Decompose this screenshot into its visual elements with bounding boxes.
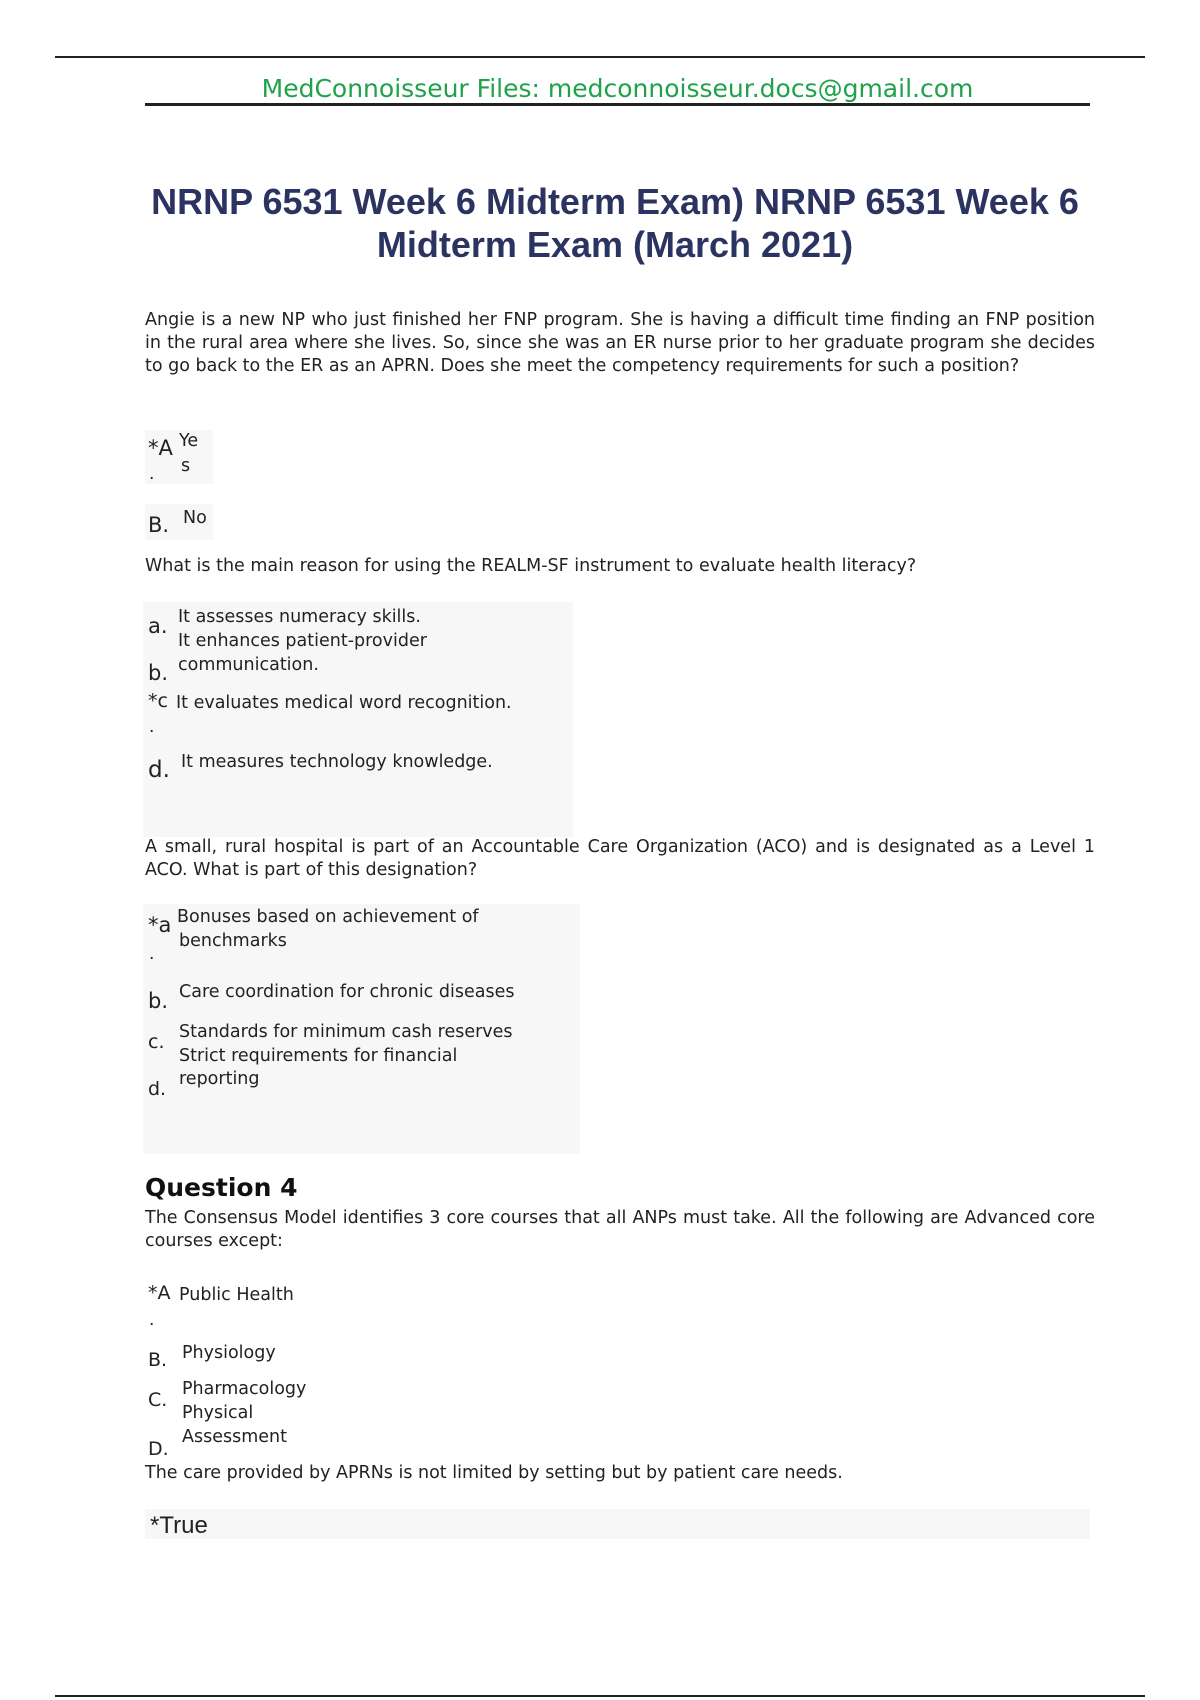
q4-option-d-text-line2: Assessment <box>182 1427 287 1447</box>
question-4-text: The Consensus Model identifies 3 core courses that all ANPs must take. All the following are Advanced core courses except: <box>145 1208 1095 1251</box>
q3-option-c-letter: c. <box>148 1031 165 1053</box>
page-title: NRNP 6531 Week 6 Midterm Exam) NRNP 6531 Week 6 Midterm Exam (March 2021) <box>151 181 1079 265</box>
q1-option-a-text-line2: s <box>181 456 191 476</box>
q2-option-d-text: It measures technology knowledge. <box>181 752 493 772</box>
q1-option-b-text: No <box>183 508 207 528</box>
q3-option-d-text-line2: reporting <box>179 1069 260 1089</box>
q3-option-a-dot: . <box>149 944 155 964</box>
q3-option-a-text: Bonuses based on achievement of <box>177 907 479 927</box>
q2-option-b-letter: b. <box>148 661 169 685</box>
q2-option-c-letter: *c <box>148 690 168 712</box>
q4-option-b-letter: B. <box>148 1349 168 1371</box>
question-3-text: A small, rural hospital is part of an Accountable Care Organization (ACO) and is designated as a Level 1 ACO. What is part of this designation? <box>145 837 1095 880</box>
q1-option-a-letter: *A <box>148 436 173 460</box>
q4-option-d-text: Physical <box>182 1403 254 1423</box>
q1-option-a-text: Ye <box>179 431 199 451</box>
q1-option-b-letter: B. <box>148 513 170 537</box>
q2-option-b-text-line2: communication. <box>178 655 319 675</box>
q3-option-d-text: Strict requirements for financial <box>179 1046 458 1066</box>
question-2-text: What is the main reason for using the REALM-SF instrument to evaluate health literacy? <box>145 556 917 576</box>
q5-answer: *True <box>150 1512 208 1539</box>
question-5-text: The care provided by APRNs is not limited by setting but by patient care needs. <box>145 1463 843 1483</box>
q2-option-a-text: It assesses numeracy skills. <box>178 607 421 627</box>
q2-option-d-letter: d. <box>148 757 170 783</box>
bottom-rule <box>55 1695 1145 1697</box>
q2-option-a-letter: a. <box>148 614 168 638</box>
q4-option-d-letter: D. <box>148 1438 169 1460</box>
q2-option-c-dot: . <box>149 717 155 737</box>
q4-option-c-text: Pharmacology <box>182 1379 307 1399</box>
header-underline <box>145 103 1090 106</box>
q3-option-c-text: Standards for minimum cash reserves <box>179 1022 513 1042</box>
question-5-answer-panel <box>145 1509 1090 1539</box>
q3-option-b-text: Care coordination for chronic diseases <box>179 982 515 1002</box>
q1-option-a-dot: . <box>149 464 155 484</box>
question-1-text: Angie is a new NP who just finished her FNP program. She is having a difficult time finding an FNP position in the rural area where she lives. So, since she was an ER nurse prior to her graduate program she decides to go back to the ER as an APRN. Does she meet the competency requirements for such a position? <box>145 310 1095 376</box>
q4-option-a-dot: . <box>149 1310 155 1330</box>
q4-option-b-text: Physiology <box>182 1343 276 1363</box>
top-rule <box>55 56 1145 58</box>
q3-option-a-letter: *a <box>148 913 172 937</box>
q4-option-c-letter: C. <box>148 1389 168 1411</box>
q4-option-a-letter: *A <box>148 1282 171 1304</box>
q3-option-d-letter: d. <box>148 1078 167 1100</box>
q3-option-b-letter: b. <box>148 989 169 1013</box>
q2-option-b-text: It enhances patient-provider <box>178 631 427 651</box>
q4-option-a-text: Public Health <box>179 1285 294 1305</box>
q2-option-c-text: It evaluates medical word recognition. <box>176 693 512 713</box>
question-4-heading: Question 4 <box>145 1173 298 1202</box>
q3-option-a-text-line2: benchmarks <box>179 931 287 951</box>
header-source: MedConnoisseur Files: medconnoisseur.docs@gmail.com <box>261 74 974 103</box>
